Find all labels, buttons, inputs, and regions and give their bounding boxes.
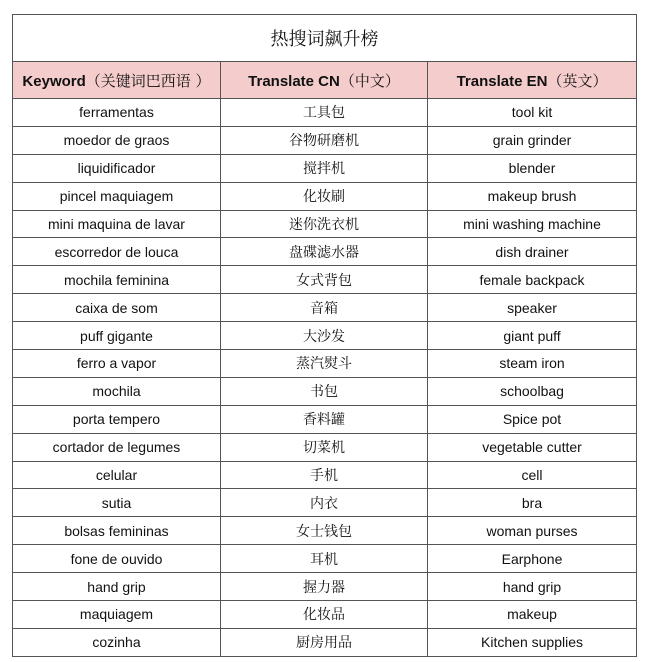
translate-cn-cell: 厨房用品 — [221, 628, 428, 656]
translate-cn-cell: 女式背包 — [221, 266, 428, 294]
keyword-cell: fone de ouvido — [13, 545, 221, 573]
translate-en-cell: hand grip — [428, 573, 637, 601]
keyword-cell: mochila feminina — [13, 266, 221, 294]
keyword-cell: hand grip — [13, 573, 221, 601]
translate-en-cell: makeup — [428, 601, 637, 629]
header-translate-en — [428, 62, 637, 99]
keyword-cell: escorredor de louca — [13, 238, 221, 266]
table-row — [13, 266, 637, 294]
translate-cn-cell: 搅拌机 — [221, 154, 428, 182]
table-row — [13, 322, 637, 350]
translate-en-cell: makeup brush — [428, 182, 637, 210]
keyword-cell: maquiagem — [13, 601, 221, 629]
table-row — [13, 154, 637, 182]
translate-en-cell: vegetable cutter — [428, 433, 637, 461]
translate-en-cell: blender — [428, 154, 637, 182]
translate-cn-cell: 大沙发 — [221, 322, 428, 350]
keyword-cell: puff gigante — [13, 322, 221, 350]
keyword-cell: caixa de som — [13, 294, 221, 322]
table-header-row — [13, 62, 637, 99]
translate-en-cell: giant puff — [428, 322, 637, 350]
table-row — [13, 210, 637, 238]
translate-cn-cell: 蒸汽熨斗 — [221, 350, 428, 378]
header-cn-label: Translate CN — [248, 72, 340, 90]
keyword-cell: porta tempero — [13, 405, 221, 433]
translate-cn-cell: 工具包 — [221, 99, 428, 127]
keyword-cell: mini maquina de lavar — [13, 210, 221, 238]
keyword-cell: pincel maquiagem — [13, 182, 221, 210]
translate-cn-cell: 女士钱包 — [221, 517, 428, 545]
keyword-cell: bolsas femininas — [13, 517, 221, 545]
table-row — [13, 350, 637, 378]
table-row — [13, 517, 637, 545]
table-row — [13, 628, 637, 656]
translate-cn-cell: 化妆品 — [221, 601, 428, 629]
translate-en-cell: speaker — [428, 294, 637, 322]
translate-cn-cell: 内衣 — [221, 489, 428, 517]
translate-en-cell: grain grinder — [428, 126, 637, 154]
table-body — [13, 99, 637, 657]
translate-cn-cell: 切菜机 — [221, 433, 428, 461]
translate-cn-cell: 书包 — [221, 377, 428, 405]
translate-en-cell: female backpack — [428, 266, 637, 294]
header-keyword — [13, 62, 221, 99]
keyword-cell: celular — [13, 461, 221, 489]
header-keyword-zh: （关键词巴西语 ） — [85, 71, 211, 90]
table-row — [13, 182, 637, 210]
table-row — [13, 99, 637, 127]
header-cn-zh: （中文） — [339, 71, 400, 90]
table-row — [13, 601, 637, 629]
table-row — [13, 433, 637, 461]
translate-en-cell: Earphone — [428, 545, 637, 573]
keyword-table-container — [12, 14, 636, 657]
table-title: 热搜词飙升榜 — [13, 15, 637, 62]
translate-cn-cell: 手机 — [221, 461, 428, 489]
translate-cn-cell: 耳机 — [221, 545, 428, 573]
table-row — [13, 126, 637, 154]
table-row — [13, 545, 637, 573]
translate-en-cell: cell — [428, 461, 637, 489]
translate-en-cell: mini washing machine — [428, 210, 637, 238]
translate-en-cell: bra — [428, 489, 637, 517]
translate-en-cell: tool kit — [428, 99, 637, 127]
keyword-cell: cortador de legumes — [13, 433, 221, 461]
table-row — [13, 573, 637, 601]
trending-keywords-table — [12, 14, 637, 657]
translate-cn-cell: 握力器 — [221, 573, 428, 601]
translate-en-cell: Spice pot — [428, 405, 637, 433]
keyword-cell: cozinha — [13, 628, 221, 656]
translate-cn-cell: 迷你洗衣机 — [221, 210, 428, 238]
keyword-cell: moedor de graos — [13, 126, 221, 154]
keyword-cell: sutia — [13, 489, 221, 517]
translate-en-cell: schoolbag — [428, 377, 637, 405]
translate-cn-cell: 谷物研磨机 — [221, 126, 428, 154]
table-row — [13, 461, 637, 489]
keyword-cell: liquidificador — [13, 154, 221, 182]
header-en-zh: （英文） — [547, 71, 608, 90]
table-row — [13, 238, 637, 266]
table-row — [13, 377, 637, 405]
table-title-row — [13, 15, 637, 62]
translate-en-cell: steam iron — [428, 350, 637, 378]
header-en-label: Translate EN — [456, 72, 548, 90]
table-row — [13, 405, 637, 433]
translate-en-cell: dish drainer — [428, 238, 637, 266]
header-keyword-label: Keyword — [22, 72, 86, 90]
keyword-cell: ferramentas — [13, 99, 221, 127]
translate-cn-cell: 盘碟滤水器 — [221, 238, 428, 266]
translate-en-cell: woman purses — [428, 517, 637, 545]
translate-cn-cell: 香料罐 — [221, 405, 428, 433]
keyword-cell: ferro a vapor — [13, 350, 221, 378]
translate-en-cell: Kitchen supplies — [428, 628, 637, 656]
header-translate-cn — [221, 62, 428, 99]
translate-cn-cell: 音箱 — [221, 294, 428, 322]
keyword-cell: mochila — [13, 377, 221, 405]
table-row — [13, 489, 637, 517]
table-row — [13, 294, 637, 322]
translate-cn-cell: 化妆刷 — [221, 182, 428, 210]
